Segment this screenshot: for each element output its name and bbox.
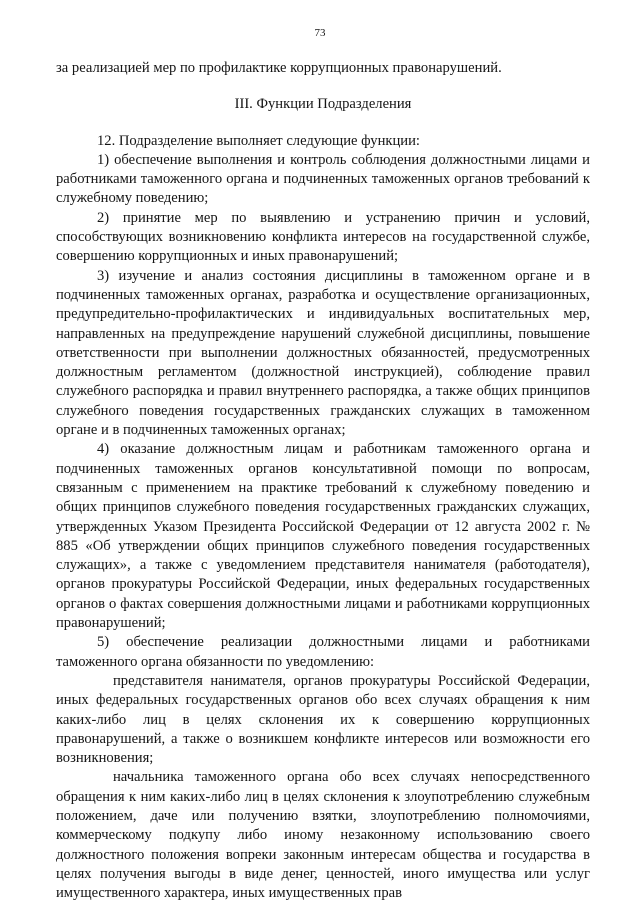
section-heading: III. Функции Подразделения xyxy=(234,96,412,113)
paragraph-item-3: 3) изучение и анализ состояния дисциплины в таможенном органе и в подчиненных таможенных органах, разработка и осуществление организационных, предупредительно-профилактических и индивидуальных воспитательных мер, направленных на предупреждение нарушений служебной дисциплины, повышение ответственности при выполнении должностных обязанностей, предусмотренных должностным регламентом (должностной инструкцией), соблюдение правил служебного распорядка и правил внутреннего распорядка, а также общих принципов служебного поведения государственных гражданских служащих в таможенном органе и в подчиненных таможенных органах; xyxy=(56,267,590,439)
paragraph-item-5: 5) обеспечение реализации должностными лицами и работниками таможенного органа обязанности по уведомлению: xyxy=(56,634,590,670)
paragraph-item-2: 2) принятие мер по выявлению и устранению причин и условий, способствующих возникновению конфликта интересов на государственной службе, совершению коррупционных и иных правонарушений; xyxy=(56,209,590,265)
paragraph-functions-intro: 12. Подразделение выполняет следующие функции: xyxy=(97,132,420,149)
paragraph-item-4: 4) оказание должностным лицам и работникам таможенного органа и подчиненных таможенных органов консультативной помощи по вопросам, связанным с применением на практике требований к служебному поведению и общих принципов служебного поведения государственных гражданских служащих, утвержденных Указом Президента Российской Федерации от 12 августа 2002 г. № 885 «Об утверждении общих принципов служебного поведения государственных служащих», а также с уведомлением представителя нанимателя (работодателя), органов прокуратуры Российской Федерации, иных федеральных государственных органов о фактах совершения должностными лицами и работниками коррупционных правонарушений; xyxy=(56,441,590,632)
sub-paragraph-head-notice: начальника таможенного органа обо всех случаях непосредственного обращения к ним каких-либо лиц в целях склонения к злоупотреблению служебным положением, даче или получению взятки, злоупотреблению полномочиями, коммерческому подкупу либо иному незаконному использованию своего должностного положения вопреки законным интересам общества и государства в целях получения выгоды в виде денег, ценностей, иного имущества или услуг имущественного характера, иных имущественных прав xyxy=(56,769,590,902)
document-body xyxy=(56,59,590,903)
sub-paragraph-employer-notice: представителя нанимателя, органов прокуратуры Российской Федерации, иных федеральных государственных органов обо всех случаях обращения к ним каких-либо лиц в целях склонения их к совершению коррупционных правонарушений, а также о возникшем конфликте интересов или возможности его возникновения; xyxy=(56,672,590,767)
page-number: 73 xyxy=(314,27,326,39)
paragraph-item-1: 1) обеспечение выполнения и контроль соблюдения должностными лицами и работниками таможенного органа и подчиненных таможенных органов требований к служебному поведению; xyxy=(56,151,590,207)
intro-line: за реализацией мер по профилактике коррупционных правонарушений. xyxy=(56,60,502,76)
